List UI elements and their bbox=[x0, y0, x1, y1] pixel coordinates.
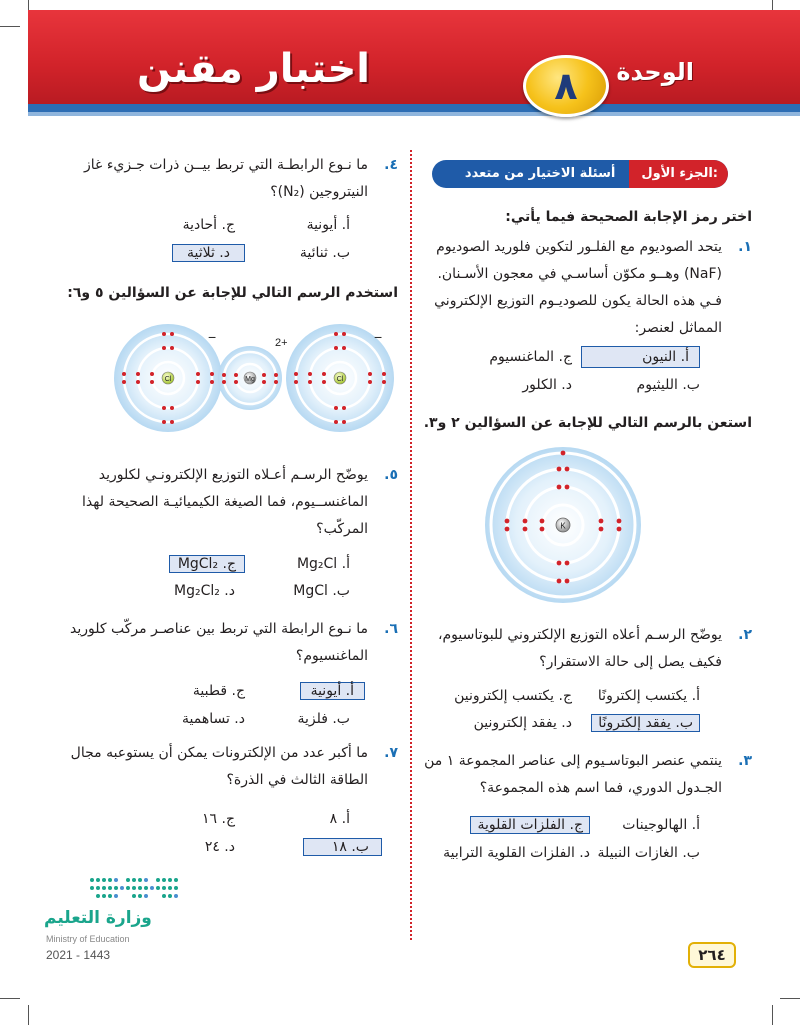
question-number: ٥. bbox=[384, 467, 398, 483]
option-c[interactable]: ج. الماغنسيوم bbox=[489, 349, 572, 365]
question-line: فكيف يصل إلى حالة الاستقرار؟ bbox=[539, 654, 722, 670]
option-b[interactable]: ب. ثنائية bbox=[299, 245, 350, 261]
page-title: اختبار مقنن bbox=[136, 46, 370, 92]
correct-answer-box: ب. يفقد إلكترونًا bbox=[591, 714, 700, 732]
ministry-name-en: Ministry of Education bbox=[46, 934, 130, 944]
question-line: النيتروجين (N₂)؟ bbox=[270, 184, 368, 200]
chlorine-symbol: Cl bbox=[164, 376, 172, 383]
question-line: الماغنســيوم، فما الصيغة الكيميائيـة الصحيحة لهذا bbox=[82, 494, 368, 510]
question-number: ٦. bbox=[384, 621, 398, 637]
question-1-text bbox=[422, 234, 722, 342]
correct-answer-box: د. ثلاثية bbox=[172, 244, 245, 262]
crop-mark bbox=[0, 998, 20, 999]
option-b[interactable] bbox=[591, 712, 700, 734]
chloride-charge-right: − bbox=[374, 329, 383, 345]
option-d[interactable] bbox=[172, 242, 245, 264]
question-number: ١. bbox=[738, 239, 752, 255]
question-3-text bbox=[392, 748, 722, 802]
option-b[interactable]: ب. فلزية bbox=[297, 711, 350, 727]
potassium-symbol: K bbox=[560, 521, 566, 531]
question-number: ٧. bbox=[384, 745, 398, 761]
option-a[interactable]: أ. ٨ bbox=[329, 811, 350, 827]
correct-answer-box: ج. الفلزات القلوية bbox=[470, 816, 590, 834]
unit-number-badge: ٨ bbox=[523, 55, 609, 117]
magnesium-chloride-diagram bbox=[110, 322, 400, 437]
potassium-atom-diagram bbox=[478, 445, 648, 605]
correct-answer-box: ج. MgCl₂ bbox=[169, 555, 245, 573]
question-line: الطاقة الثالث في الذرة؟ bbox=[226, 772, 368, 788]
question-line: ينتمي عنصر البوتاسـيوم إلى عناصر المجموعة ١ من bbox=[424, 753, 722, 769]
option-d[interactable]: د. الفلزات القلوية الترابية bbox=[443, 845, 590, 861]
instruction: اختر رمز الإجابة الصحيحة فيما يأتي: bbox=[505, 209, 752, 225]
correct-answer-box: أ. أيونية bbox=[300, 682, 365, 700]
option-b[interactable]: ب. الليثيوم bbox=[636, 377, 700, 393]
question-2-text bbox=[392, 622, 722, 676]
ministry-name-ar: وزارة التعليم bbox=[44, 908, 152, 928]
question-line: المركّب؟ bbox=[316, 521, 368, 537]
question-number: ٤. bbox=[384, 157, 398, 173]
header-stripe bbox=[28, 104, 800, 112]
option-c[interactable]: ج. أحادية bbox=[182, 217, 235, 233]
unit-label: الوحدة bbox=[616, 58, 694, 86]
part-pill bbox=[432, 160, 728, 188]
question-line: يوضّح الرسـم أعـلاه التوزيع الإلكترونـي لكلوريد bbox=[98, 467, 368, 483]
diagram-caption: استعن بالرسم التالي للإجابة عن السؤالين ٢ و٣. bbox=[423, 415, 752, 431]
option-d[interactable]: د. ٢٤ bbox=[204, 839, 235, 855]
edition-year: 2021 - 1443 bbox=[46, 948, 111, 962]
correct-answer-box: ب. ١٨ bbox=[303, 838, 382, 856]
option-a[interactable]: أ. أيونية bbox=[306, 217, 350, 233]
option-d[interactable]: د. يفقد إلكترونين bbox=[473, 715, 572, 731]
part-title: أسئلة الاختيار من متعدد bbox=[464, 166, 616, 181]
option-d[interactable]: د. Mg₂Cl₂ bbox=[174, 583, 235, 599]
question-line: الجـدول الدوري، فما اسم هذه المجموعة؟ bbox=[479, 780, 722, 796]
question-4-text bbox=[38, 152, 368, 206]
chloride-charge-left: − bbox=[208, 329, 217, 345]
header-stripe-light bbox=[28, 112, 800, 116]
crop-mark bbox=[0, 26, 20, 27]
crop-mark bbox=[28, 1005, 29, 1025]
crop-mark bbox=[772, 1005, 773, 1025]
question-line: ما نـوع الرابطـة التي تربط بيــن ذرات جـزيء غاز bbox=[84, 157, 368, 173]
option-a[interactable]: أ. يكتسب إلكترونًا bbox=[597, 688, 700, 704]
option-c[interactable]: ج. قطبية bbox=[192, 683, 245, 699]
option-c[interactable] bbox=[470, 814, 590, 836]
question-line: ما أكبر عدد من الإلكترونات يمكن أن يستوعبه مجال bbox=[70, 745, 368, 761]
option-a[interactable]: أ. الهالوجينات bbox=[622, 817, 700, 833]
diagram-caption: استخدم الرسم التالي للإجابة عن السؤالين ٥ و٦: bbox=[67, 285, 398, 301]
question-number: ٢. bbox=[738, 627, 752, 643]
option-d[interactable]: د. الكلور bbox=[522, 377, 572, 393]
column-divider bbox=[410, 150, 412, 940]
option-b[interactable] bbox=[303, 836, 382, 858]
question-line: يتحد الصوديوم مع الفلـور لتكوين فلوريد الصوديوم bbox=[436, 239, 722, 255]
question-line: يوضّح الرسـم أعلاه التوزيع الإلكتروني للبوتاسيوم، bbox=[437, 627, 722, 643]
question-line: (NaF) وهــو مكوّن أساسـي في معجون الأسـنان. bbox=[437, 266, 722, 282]
option-b[interactable]: ب. MgCl bbox=[293, 583, 350, 599]
question-5-text bbox=[38, 462, 368, 543]
chlorine-symbol: Cl bbox=[336, 376, 344, 383]
question-line: ما نـوع الرابطة التي تربط بين عناصـر مركّب كلوريد bbox=[70, 621, 368, 637]
ministry-logo-icon bbox=[88, 874, 180, 904]
question-7-text bbox=[38, 740, 368, 794]
option-d[interactable]: د. تساهمية bbox=[182, 711, 245, 727]
question-line: فـي هذه الحالة يكون للصوديـوم التوزيع الإلكتروني bbox=[434, 293, 722, 309]
option-c[interactable] bbox=[169, 553, 245, 575]
question-line: المماثل لعنصر: bbox=[634, 320, 722, 336]
crop-mark bbox=[780, 998, 800, 999]
page-number: ٢٦٤ bbox=[688, 942, 736, 968]
option-a[interactable]: أ. Mg₂Cl bbox=[296, 556, 350, 572]
question-number: ٣. bbox=[738, 753, 752, 769]
question-line: الماغنسيوم؟ bbox=[295, 648, 368, 664]
option-b[interactable]: ب. الغازات النبيلة bbox=[597, 845, 700, 861]
option-c[interactable]: ج. ١٦ bbox=[202, 811, 235, 827]
magnesium-charge: 2+ bbox=[275, 337, 288, 349]
magnesium-symbol: Mg bbox=[245, 376, 255, 383]
option-a[interactable] bbox=[581, 346, 700, 368]
option-a[interactable] bbox=[300, 680, 365, 702]
correct-answer-box: أ. النيون bbox=[581, 346, 700, 368]
option-c[interactable]: ج. يكتسب إلكترونين bbox=[454, 688, 572, 704]
question-6-text bbox=[38, 616, 368, 670]
part-label: الجزء الأول: bbox=[629, 160, 728, 188]
